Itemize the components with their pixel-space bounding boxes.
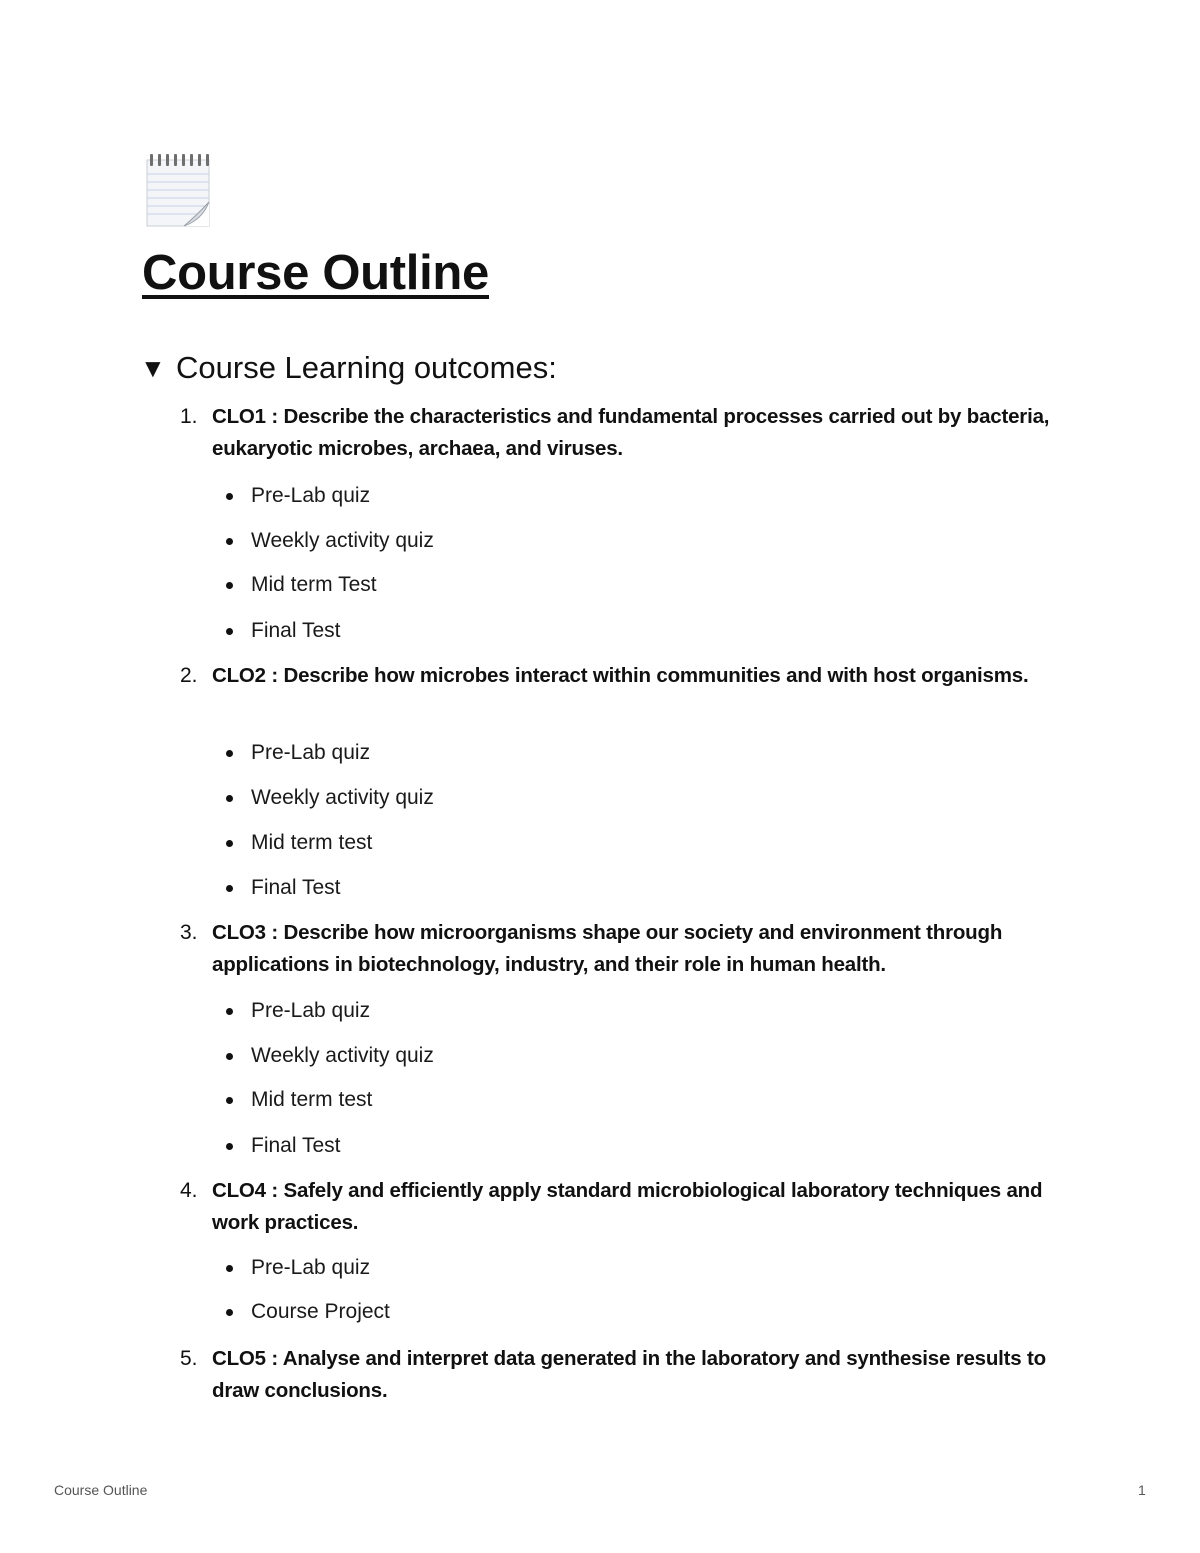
assessment-item — [226, 996, 370, 1026]
outcome-text: CLO1 : Describe the characteristics and fundamental processes carried out by bacteria, eukaryotic microbes, archaea, and viruses. — [212, 405, 1050, 460]
section-heading-label: Course Learning outcomes: — [176, 350, 557, 385]
bullet-icon — [226, 1143, 233, 1150]
assessment-label: Mid term test — [251, 1088, 373, 1111]
footer-title: Course Outline — [54, 1482, 148, 1498]
page-title: Course Outline — [142, 246, 490, 300]
list-number: 5. — [180, 1347, 198, 1370]
bullet-icon — [226, 493, 233, 500]
assessment-item — [226, 1041, 434, 1071]
assessment-label: Pre-Lab quiz — [251, 741, 371, 764]
list-number: 2. — [180, 664, 198, 687]
assessment-item — [226, 481, 370, 511]
assessment-label: Final Test — [251, 1134, 341, 1157]
list-number: 3. — [180, 921, 198, 944]
bullet-icon — [226, 628, 233, 635]
bullet-icon — [226, 795, 233, 802]
assessment-item — [226, 828, 372, 858]
assessment-label: Pre-Lab quiz — [251, 484, 371, 507]
assessment-item — [226, 1253, 370, 1283]
list-number: 1. — [180, 405, 198, 428]
bullet-icon — [226, 582, 233, 589]
bullet-icon — [226, 538, 233, 545]
assessment-label: Pre-Lab quiz — [251, 999, 371, 1022]
bullet-icon — [226, 1008, 233, 1015]
bullet-icon — [226, 885, 233, 892]
outcome-text: CLO5 : Analyse and interpret data generated in the laboratory and synthesise results to draw conclusions. — [212, 1347, 1046, 1402]
assessment-item — [226, 526, 434, 556]
assessment-label: Final Test — [251, 876, 341, 899]
assessment-label: Weekly activity quiz — [251, 1044, 434, 1067]
assessment-item — [226, 738, 370, 768]
bullet-icon — [226, 750, 233, 757]
assessment-label: Course Project — [251, 1300, 390, 1323]
outcome-text: CLO2 : Describe how microbes interact within communities and with host organisms. — [212, 664, 1029, 687]
assessment-label: Weekly activity quiz — [251, 529, 434, 552]
bullet-icon — [226, 1265, 233, 1272]
bullet-icon — [226, 1053, 233, 1060]
assessment-label: Pre-Lab quiz — [251, 1256, 371, 1279]
assessment-label: Mid term test — [251, 831, 373, 854]
assessment-item — [226, 783, 434, 813]
assessment-item — [226, 1085, 372, 1115]
bullet-icon — [226, 1309, 233, 1316]
outcome-text: CLO3 : Describe how microorganisms shape our society and environment through applications in biotechnology, industry, and their role in human health. — [212, 921, 1003, 976]
assessment-item — [226, 570, 377, 600]
bullet-icon — [226, 840, 233, 847]
outcome-text: CLO4 : Safely and efficiently apply standard microbiological laboratory techniques and work practices. — [212, 1179, 1043, 1234]
assessment-item — [226, 1297, 390, 1327]
footer-page-number: 1 — [1138, 1482, 1146, 1498]
assessment-item — [226, 616, 341, 646]
assessment-label: Mid term Test — [251, 573, 377, 596]
assessment-item — [226, 873, 341, 903]
bullet-icon — [226, 1097, 233, 1104]
assessment-label: Final Test — [251, 619, 341, 642]
triangle-down-icon[interactable]: ▼ — [140, 353, 166, 383]
assessment-label: Weekly activity quiz — [251, 786, 434, 809]
assessment-item — [226, 1131, 341, 1161]
list-number: 4. — [180, 1179, 198, 1202]
